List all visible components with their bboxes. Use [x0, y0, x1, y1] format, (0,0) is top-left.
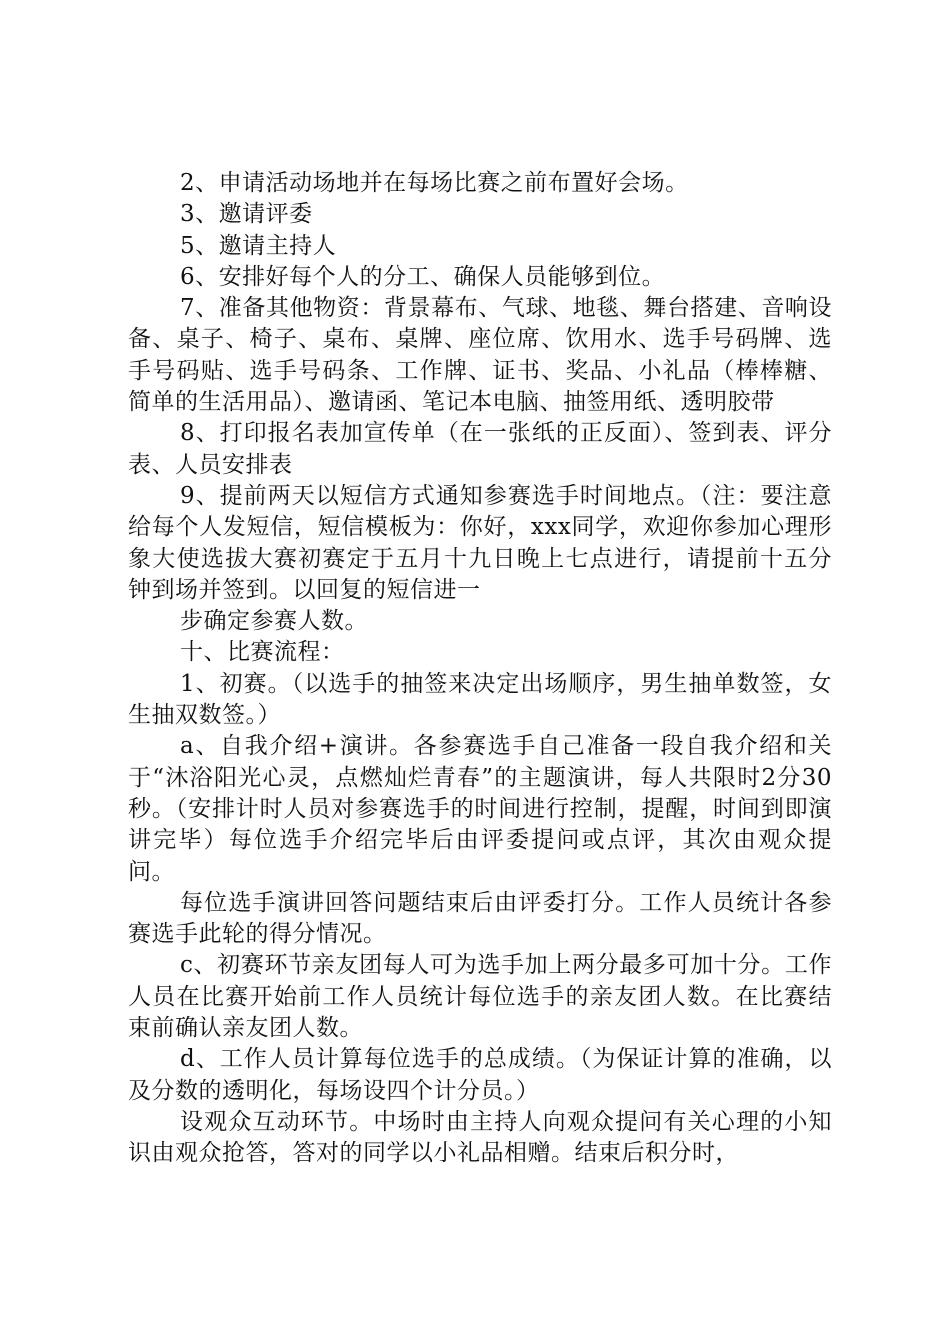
paragraph-judges: 3、邀请评委 [180, 201, 313, 228]
paragraph-total-score: d、工作人员计算每位选手的总成绩。（为保证计算的准确，以及分数的透明化，每场设四个计分员。） [128, 1046, 832, 1104]
paragraph-venue: 2、申请活动场地并在每场比赛之前布置好会场。 [180, 170, 689, 196]
paragraph-sms-notice: 9、提前两天以短信方式通知参赛选手时间地点。（注：要注意给每个人发短信，短信模板为：你好，xxx同学，欢迎你参加心理形象大使选拔大赛初赛定于五月十九日晚上七点进行，请提前十五分钟到场并签到。以回复的短信进一 [128, 482, 832, 603]
section-heading-process: 十、比赛流程： [180, 639, 345, 666]
paragraph-staffing: 6、安排好每个人的分工、确保人员能够到位。 [180, 263, 666, 290]
paragraph-materials: 7、准备其他物资：背景幕布、气球、地毯、舞台搭建、音响设备、桌子、椅子、桌布、桌牌、座位席、饮用水、选手号码牌、选手号码贴、选手号码条、工作牌、证书、奖品、小礼品（棒棒糖、简单的生活用品）、邀请函、笔记本电脑、抽签用纸、透明胶带 [128, 295, 832, 416]
paragraph-host: 5、邀请主持人 [180, 232, 337, 259]
paragraph-audience-interaction: 设观众互动环节。中场时由主持人向观众提问有关心理的小知识由观众抢答，答对的同学以小礼品相赠。结束后积分时， [128, 1108, 832, 1167]
paragraph-scoring: 每位选手演讲回答问题结束后由评委打分。工作人员统计各参赛选手此轮的得分情况。 [128, 889, 832, 948]
paragraph-support-group: c、初赛环节亲友团每人可为选手加上两分最多可加十分。工作人员在比赛开始前工作人员统计每位选手的亲友团人数。在比赛结束前确认亲友团人数。 [128, 952, 832, 1042]
paragraph-confirm-count: 步确定参赛人数。 [180, 608, 368, 635]
paragraph-speech: a、自我介绍+演讲。各参赛选手自己准备一段自我介绍和关于“沐浴阳光心灵，点燃灿烂青春”的主题演讲，每人共限时2分30秒。（安排计时人员对参赛选手的时间进行控制，提醒，时间到即演讲完毕）每位选手介绍完毕后由评委提问或点评，其次由观众提问。 [128, 733, 832, 885]
paragraph-preliminary: 1、初赛。（以选手的抽签来决定出场顺序，男生抽单数签，女生抽双数签。） [128, 670, 832, 729]
paragraph-printing: 8、打印报名表加宣传单（在一张纸的正反面）、签到表、评分表、人员安排表 [128, 420, 832, 478]
document-body [128, 168, 832, 1170]
